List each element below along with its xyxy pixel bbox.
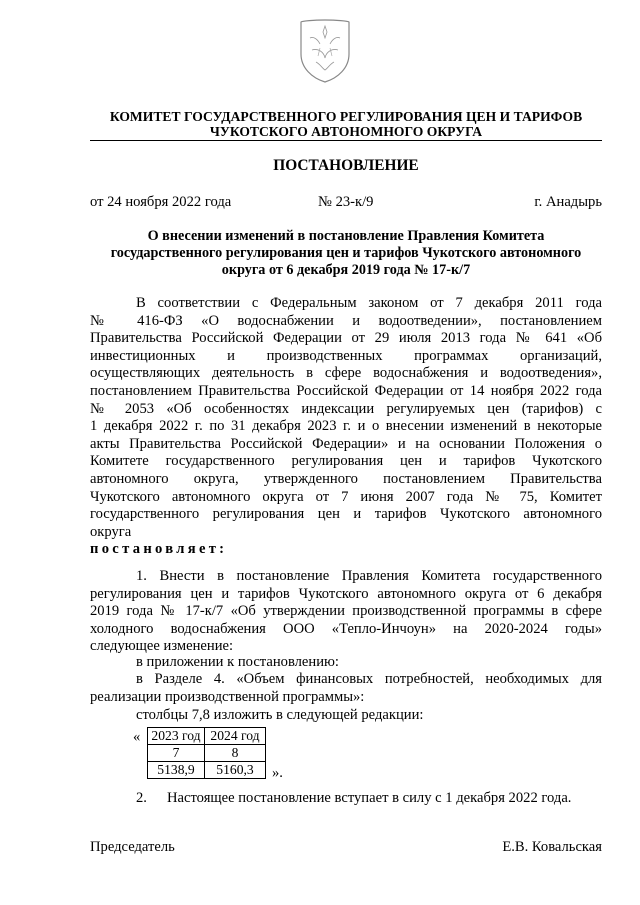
- item-1-line: 2019 года № 17-к/7 «Об утверждении производственной программы в сфере: [90, 603, 602, 620]
- document-type: ПОСТАНОВЛЕНИЕ: [273, 157, 419, 174]
- section-line: в Разделе 4. «Объем финансовых потребностей, необходимых для: [136, 671, 602, 687]
- preamble-line: Комитете государственного регулирования цен и тарифов Чукотского: [90, 453, 602, 470]
- table-row: [148, 728, 266, 745]
- signatory-position: Председатель: [90, 839, 175, 855]
- preamble-line: Правительства Российской Федерации от 29 июля 2013 года № 641 «Об: [90, 330, 602, 347]
- preamble-line: округа: [90, 523, 132, 540]
- coat-of-arms-icon: [298, 18, 352, 84]
- subject-line: округа от 6 декабря 2019 года № 17-к/7: [221, 262, 471, 278]
- table-cell: 5138,9: [148, 762, 205, 779]
- document-date: от 24 ноября 2022 года: [90, 194, 232, 210]
- preamble-line: постановлением Правительства Российской Федерации от 14 ноября 2022 года: [90, 382, 602, 399]
- subject-line: государственного регулирования цен и тарифов Чукотского автономного: [110, 245, 582, 261]
- table-cell: 8: [205, 745, 266, 762]
- columns-line: столбцы 7,8 изложить в следующей редакции:: [136, 707, 424, 723]
- quote-open-mark: «: [133, 729, 141, 745]
- preamble-line: автономного округа, утвержденного постановлением Правительства: [90, 470, 602, 487]
- quote-close-mark: ».: [272, 765, 283, 781]
- header-divider: [90, 140, 602, 141]
- attachment-line: в приложении к постановлению:: [136, 654, 339, 670]
- preamble-line: государственного регулирования цен и тарифов Чукотского автономного: [90, 506, 602, 523]
- item-1-paragraph: [90, 568, 602, 656]
- document-number: № 23-к/9: [318, 194, 374, 210]
- item-2-text: Настоящее постановление вступает в силу с 1 декабря 2022 года.: [167, 790, 572, 806]
- section-paragraph: [90, 671, 602, 706]
- org-name-line-2: ЧУКОТСКОГО АВТОНОМНОГО ОКРУГА: [209, 124, 483, 139]
- table-row: [148, 762, 266, 779]
- preamble-line: инвестиционных и производственных программах организаций,: [90, 347, 602, 364]
- section-line: реализации производственной программы»:: [90, 688, 365, 705]
- item-1-line: холодного водоснабжения ООО «Тепло-Инчоун» на 2020-2024 годы»: [90, 620, 602, 637]
- preamble-paragraph: [90, 295, 602, 541]
- preamble-line: № 2053 «Об особенностях индексации регулируемых цен (тарифов) с: [90, 400, 602, 417]
- preamble-line: Чукотского автономного округа от 7 июня 2007 года № 75, Комитет: [90, 488, 602, 505]
- table-header-cell: 2023 год: [148, 728, 205, 745]
- subject-line: О внесении изменений в постановление Правления Комитета: [147, 228, 545, 244]
- preamble-line: В соответствии с Федеральным законом от 7 декабря 2011 года: [136, 295, 602, 311]
- item-1-line: 1. Внести в постановление Правления Комитета государственного: [136, 568, 602, 584]
- preamble-line: 1 декабря 2022 г. по 31 декабря 2023 г. и о внесении изменений в некоторые: [90, 418, 602, 435]
- signatory-name: Е.В. Ковальская: [502, 839, 602, 855]
- item-1-line: следующее изменение:: [90, 638, 234, 655]
- document-subject: [90, 228, 602, 279]
- preamble-line: № 416-ФЗ «О водоснабжении и водоотведении», постановлением: [90, 312, 602, 329]
- item-2-paragraph: [136, 790, 571, 807]
- table-cell: 5160,3: [205, 762, 266, 779]
- table-row: [148, 745, 266, 762]
- item-2-number: 2.: [136, 790, 147, 806]
- org-name-line-1: КОМИТЕТ ГОСУДАРСТВЕННОГО РЕГУЛИРОВАНИЯ ЦЕН И ТАРИФОВ: [109, 109, 583, 124]
- document-city: г. Анадырь: [534, 194, 602, 210]
- tariff-table: [147, 727, 266, 779]
- table-header-cell: 2024 год: [205, 728, 266, 745]
- preamble-line: осуществляющих деятельность в сфере водоснабжения и водоотведения»,: [90, 365, 602, 382]
- item-1-line: регулирования цен и тарифов Чукотского автономного округа от 6 декабря: [90, 585, 602, 602]
- table-cell: 7: [148, 745, 205, 762]
- preamble-line: акты Правительства Российской Федерации» и на основании Положения о: [90, 435, 602, 452]
- resolves-heading: постановляет:: [90, 541, 228, 557]
